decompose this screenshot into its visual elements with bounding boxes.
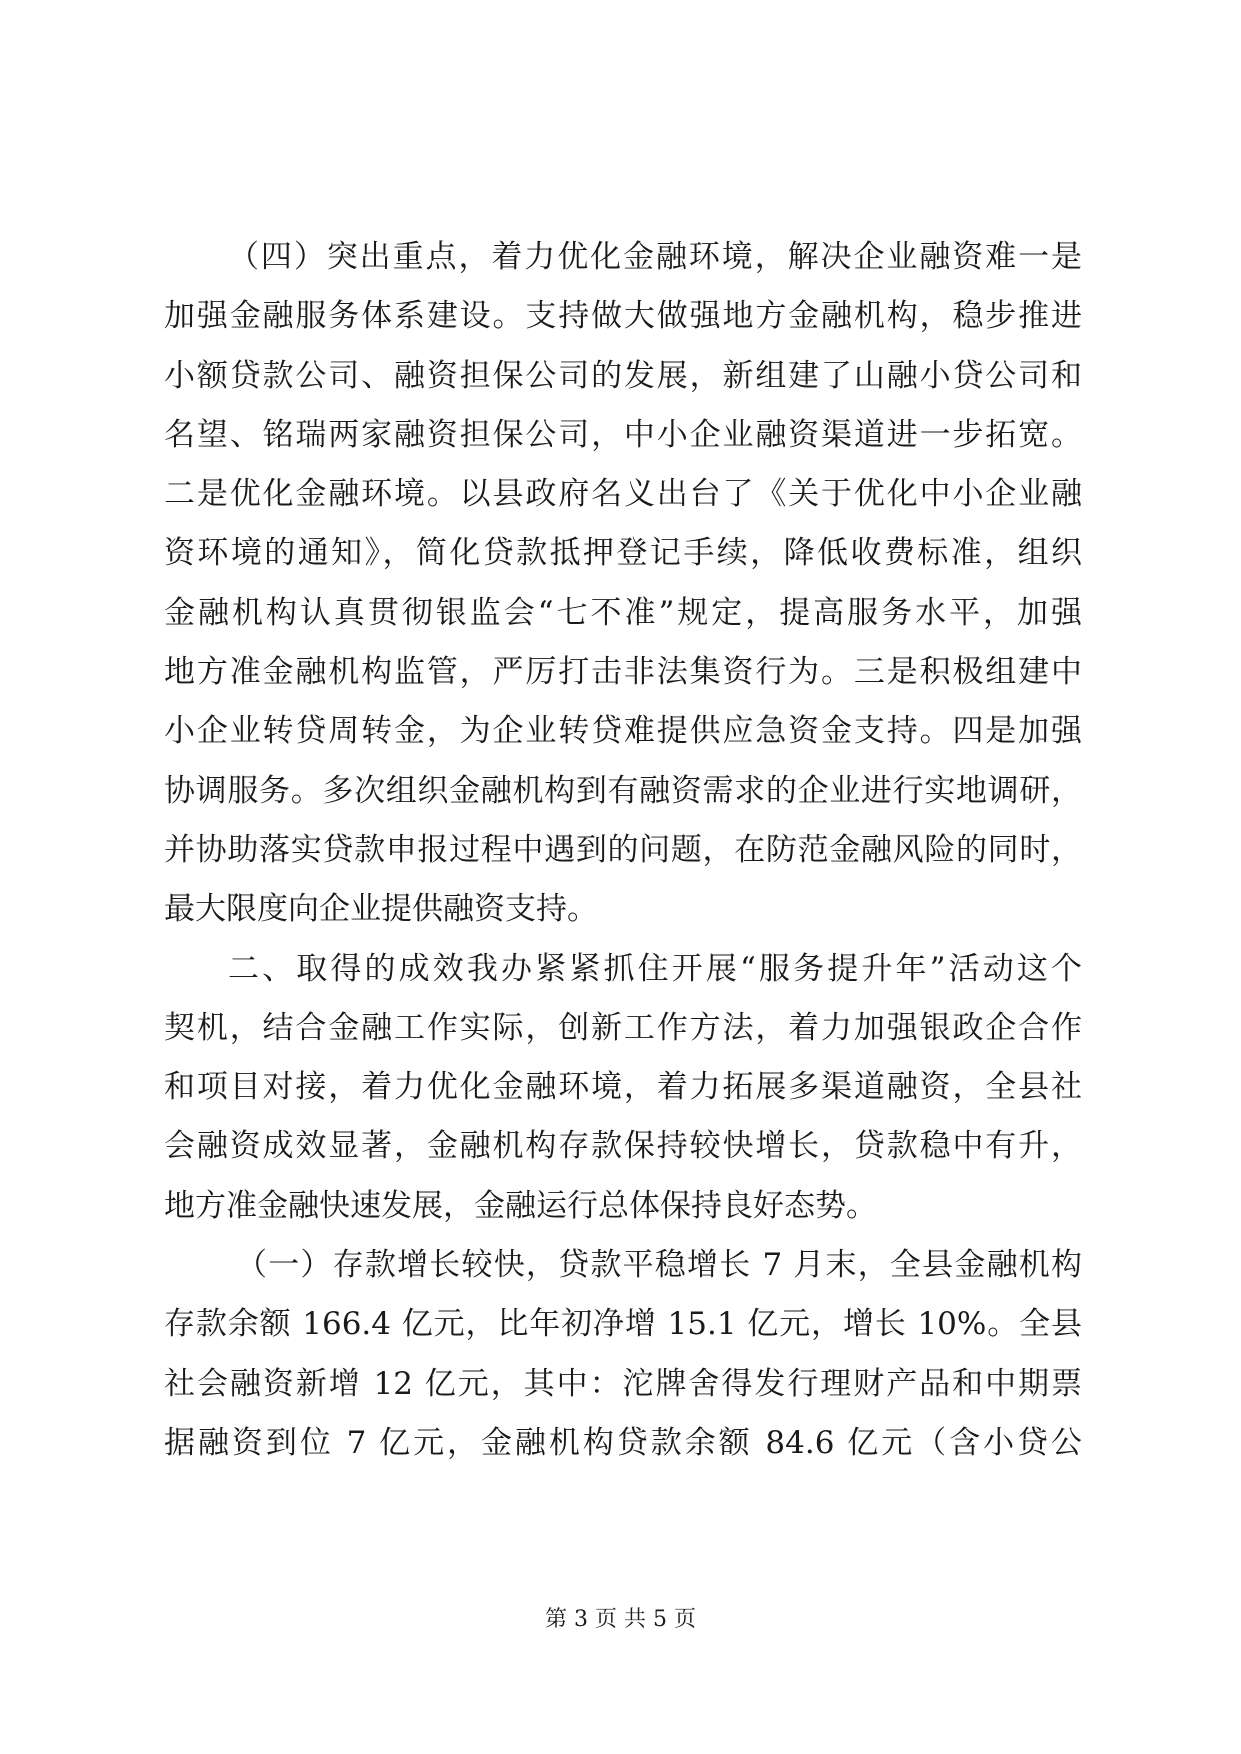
text-line: 契机，结合金融工作实际，创新工作方法，着力加强银政企合作: [164, 1009, 1082, 1046]
text-line: 二、取得的成效我办紧紧抓住开展“服务提升年”活动这个: [228, 950, 1082, 987]
text-line: 地方准金融快速发展，金融运行总体保持良好态势。: [164, 1187, 877, 1224]
text-line: 并协助落实贷款申报过程中遇到的问题，在防范金融风险的同时，: [164, 831, 1082, 868]
page-footer: 第 3 页 共 5 页: [545, 1607, 696, 1632]
text-line: 协调服务。多次组织金融机构到有融资需求的企业进行实地调研，: [164, 772, 1082, 809]
text-line: 和项目对接，着力优化金融环境，着力拓展多渠道融资，全县社: [164, 1069, 1082, 1106]
text-line: （四）突出重点，着力优化金融环境，解决企业融资难一是: [228, 239, 1082, 275]
text-line: （一）存款增长较快，贷款平稳增长 7 月末，全县金融机构: [236, 1247, 1082, 1284]
text-line: 最大限度向企业提供融资支持。: [164, 891, 598, 928]
text-line: 存款余额 166.4 亿元，比年初净增 15.1 亿元，增长 10%。全县: [164, 1306, 1082, 1343]
text-line: 金融机构认真贯彻银监会“七不准”规定，提高服务水平，加强: [164, 594, 1082, 631]
text-line: 地方准金融机构监管，严厉打击非法集资行为。三是积极组建中: [164, 654, 1082, 691]
text-line: 二是优化金融环境。以县政府名义出台了《关于优化中小企业融: [164, 476, 1082, 513]
text-line: 据融资到位 7 亿元，金融机构贷款余额 84.6 亿元（含小贷公: [164, 1424, 1082, 1461]
text-line: 会融资成效显著，金融机构存款保持较快增长，贷款稳中有升，: [164, 1128, 1082, 1165]
document-body: [164, 228, 1082, 1473]
text-line: 资环境的通知》，简化贷款抵押登记手续，降低收费标准，组织: [164, 535, 1082, 572]
text-line: 小企业转贷周转金，为企业转贷难提供应急资金支持。四是加强: [164, 713, 1082, 750]
text-line: 名望、铭瑞两家融资担保公司，中小企业融资渠道进一步拓宽。: [164, 416, 1082, 453]
text-line: 小额贷款公司、融资担保公司的发展，新组建了山融小贷公司和: [164, 357, 1082, 394]
text-line: 社会融资新增 12 亿元，其中：沱牌舍得发行理财产品和中期票: [164, 1365, 1082, 1402]
text-line: 加强金融服务体系建设。支持做大做强地方金融机构，稳步推进: [164, 298, 1082, 335]
